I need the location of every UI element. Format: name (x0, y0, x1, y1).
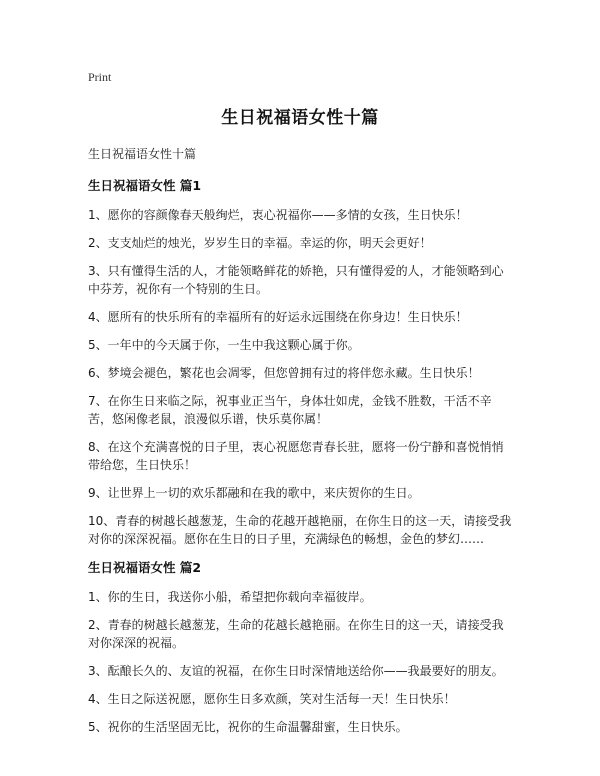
list-item: 6、梦境会褪色，繁花也会凋零，但您曾拥有过的将伴您永藏。生日快乐！ (88, 366, 480, 380)
list-item: 7、在你生日来临之际，祝事业正当午，身体壮如虎，金钱不胜数，干活不辛苦，悠闲像老鼠，浪漫似乐谱，快乐莫你属！ (88, 394, 492, 426)
list-item: 5、祝你的生活坚固无比，祝你的生命温馨甜蜜，生日快乐。 (88, 720, 408, 734)
list-item: 4、生日之际送祝愿，愿你生日多欢颜，笑对生活每一天！生日快乐！ (88, 692, 456, 706)
list-item: 3、只有懂得生活的人，才能领略鲜花的娇艳，只有懂得爱的人，才能领略到心中芬芳，祝你有一个特别的生日。 (88, 264, 504, 296)
section-heading: 生日祝福语女性 篇1 (88, 178, 202, 193)
section-1 (88, 176, 512, 548)
list-item: 2、支支灿烂的烛光，岁岁生日的幸福。幸运的你，明天会更好！ (88, 236, 432, 250)
list-item: 1、你的生日，我送你小船，希望把你载向幸福彼岸。 (88, 590, 372, 604)
section-2 (88, 558, 512, 736)
list-item: 3、酝酿长久的、友谊的祝福，在你生日时深情地送给你——我最要好的朋友。 (88, 664, 504, 678)
list-item: 8、在这个充满喜悦的日子里，衷心祝愿您青春长驻，愿将一份宁静和喜悦悄悄带给您，生日快乐！ (88, 440, 504, 472)
section-heading: 生日祝福语女性 篇2 (88, 560, 202, 575)
list-item: 5、一年中的今天属于你，一生中我这颗心属于你。 (88, 338, 360, 352)
list-item: 9、让世界上一切的欢乐都融和在我的歌中，来庆贺你的生日。 (88, 486, 420, 500)
list-item: 10、青春的树越长越葱茏，生命的花越开越艳丽，在你生日的这一天，请接受我对你的深深祝福。愿你在生日的日子里，充满绿色的畅想，金色的梦幻…… (88, 514, 512, 546)
document-title: 生日祝福语女性十篇 (221, 108, 379, 128)
print-label[interactable]: Print (88, 70, 112, 84)
list-item: 2、青春的树越长越葱茏，生命的花越长越艳丽。在你生日的这一天，请接受我对你深深的祝福。 (88, 618, 504, 650)
document-subtitle: 生日祝福语女性十篇 (88, 147, 197, 161)
list-item: 1、愿你的容颜像春天般绚烂，衷心祝福你——多情的女孩，生日快乐！ (88, 208, 468, 222)
list-item: 4、愿所有的快乐所有的幸福所有的好运永远围绕在你身边！生日快乐！ (88, 310, 468, 324)
